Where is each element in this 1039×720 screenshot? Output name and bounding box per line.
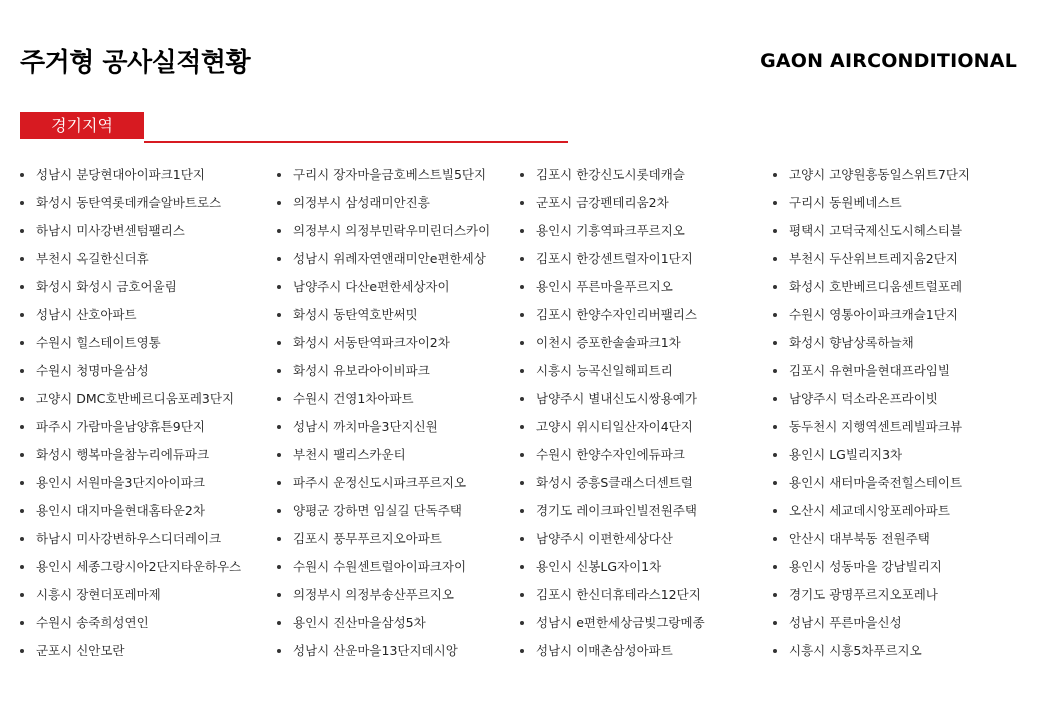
project-list-item: 수원시 힐스테이트영통 <box>20 329 241 357</box>
project-list-item: 김포시 한강센트럴자이1단지 <box>520 245 705 273</box>
project-list-item: 부천시 팰리스카운티 <box>277 441 490 469</box>
project-list-item: 김포시 풍무푸르지오아파트 <box>277 525 490 553</box>
project-list-item: 수원시 한양수자인에듀파크 <box>520 441 705 469</box>
project-list-item: 수원시 수원센트럴아이파크자이 <box>277 553 490 581</box>
project-list-item: 용인시 대지마을현대홈타운2차 <box>20 497 241 525</box>
project-list-item: 성남시 산운마을13단지데시앙 <box>277 637 490 665</box>
project-list-item: 성남시 이매촌삼성아파트 <box>520 637 705 665</box>
project-list-item: 파주시 운정신도시파크푸르지오 <box>277 469 490 497</box>
project-list-item: 경기도 레이크파인빌전원주택 <box>520 497 705 525</box>
project-list-item: 구리시 장자마을금호베스트빌5단지 <box>277 161 490 189</box>
project-list-item: 화성시 화성시 금호어울림 <box>20 273 241 301</box>
project-list-item: 김포시 유현마을현대프라임빌 <box>773 357 970 385</box>
project-list-item: 성남시 푸른마을신성 <box>773 609 970 637</box>
project-list-item: 남양주시 덕소라온프라이빗 <box>773 385 970 413</box>
page-title: 주거형 공사실적현황 <box>20 48 251 78</box>
project-list-item: 부천시 옥길한신더휴 <box>20 245 241 273</box>
project-list-item: 용인시 LG빌리지3차 <box>773 441 970 469</box>
project-list-item: 남양주시 이편한세상다산 <box>520 525 705 553</box>
project-list-item: 수원시 송죽희성연인 <box>20 609 241 637</box>
project-list-item: 용인시 새터마을죽전힐스테이트 <box>773 469 970 497</box>
project-list-item: 파주시 가람마을남양휴튼9단지 <box>20 413 241 441</box>
project-list-item: 화성시 동탄역호반써밋 <box>277 301 490 329</box>
project-list-item: 동두천시 지행역센트레빌파크뷰 <box>773 413 970 441</box>
project-list-item: 용인시 기흥역파크푸르지오 <box>520 217 705 245</box>
project-list-item: 용인시 세종그랑시아2단지타운하우스 <box>20 553 241 581</box>
project-list-item: 성남시 산호아파트 <box>20 301 241 329</box>
project-list-item: 고양시 DMC호반베르디움포레3단지 <box>20 385 241 413</box>
project-list-column-1 <box>20 161 241 665</box>
project-list-item: 양평군 강하면 임실길 단독주택 <box>277 497 490 525</box>
project-list-item: 하남시 미사강변센텀팰리스 <box>20 217 241 245</box>
project-list-item: 군포시 신안모란 <box>20 637 241 665</box>
project-list-item: 수원시 영통아이파크캐슬1단지 <box>773 301 970 329</box>
project-list-item: 화성시 유보라아이비파크 <box>277 357 490 385</box>
project-list-item: 평택시 고덕국제신도시헤스티블 <box>773 217 970 245</box>
project-list-item: 수원시 청명마을삼성 <box>20 357 241 385</box>
project-list-item: 성남시 까치마을3단지신원 <box>277 413 490 441</box>
project-list-item: 오산시 세교데시앙포레아파트 <box>773 497 970 525</box>
project-list-column-4 <box>773 161 970 665</box>
project-list-item: 화성시 호반베르디움센트럴포레 <box>773 273 970 301</box>
project-list-item: 고양시 고양원흥동일스위트7단지 <box>773 161 970 189</box>
project-list-item: 용인시 신봉LG자이1차 <box>520 553 705 581</box>
project-list-item: 화성시 중흥S클래스더센트럴 <box>520 469 705 497</box>
project-list-item: 성남시 e편한세상금빛그랑메종 <box>520 609 705 637</box>
project-list-item: 부천시 두산위브트레지움2단지 <box>773 245 970 273</box>
project-list-column-3 <box>520 161 705 665</box>
project-list-item: 용인시 푸른마을푸르지오 <box>520 273 705 301</box>
project-list-column-2 <box>277 161 490 665</box>
project-list-item: 시흥시 장현더포레마제 <box>20 581 241 609</box>
region-label: 경기지역 <box>20 112 144 139</box>
project-list-item: 용인시 진산마을삼성5차 <box>277 609 490 637</box>
project-list-item: 안산시 대부북동 전원주택 <box>773 525 970 553</box>
project-list-item: 의정부시 의정부송산푸르지오 <box>277 581 490 609</box>
project-list-item: 하남시 미사강변하우스디더레이크 <box>20 525 241 553</box>
project-list-item: 시흥시 능곡신일해피트리 <box>520 357 705 385</box>
region-divider <box>144 141 568 143</box>
project-list-item: 시흥시 시흥5차푸르지오 <box>773 637 970 665</box>
project-list-item: 용인시 성동마을 강남빌리지 <box>773 553 970 581</box>
project-list-item: 용인시 서원마을3단지아이파크 <box>20 469 241 497</box>
project-list-item: 수원시 건영1차아파트 <box>277 385 490 413</box>
project-list-item: 김포시 한양수자인리버팰리스 <box>520 301 705 329</box>
project-list-item: 경기도 광명푸르지오포레나 <box>773 581 970 609</box>
project-list-item: 이천시 증포한솔솔파크1차 <box>520 329 705 357</box>
project-list-item: 남양주시 별내신도시쌍용예가 <box>520 385 705 413</box>
project-list-item: 의정부시 의정부민락우미린더스카이 <box>277 217 490 245</box>
project-list-item: 성남시 위례자연앤래미안e편한세상 <box>277 245 490 273</box>
project-list-item: 화성시 동탄역롯데캐슬알바트로스 <box>20 189 241 217</box>
project-list-item: 성남시 분당현대아이파크1단지 <box>20 161 241 189</box>
project-list-item: 김포시 한강신도시롯데캐슬 <box>520 161 705 189</box>
project-list-item: 고양시 위시티일산자이4단지 <box>520 413 705 441</box>
project-list-item: 의정부시 삼성래미안진흥 <box>277 189 490 217</box>
project-list-item: 구리시 동원베네스트 <box>773 189 970 217</box>
project-list-item: 화성시 서동탄역파크자이2차 <box>277 329 490 357</box>
project-list-item: 군포시 금강펜테리움2차 <box>520 189 705 217</box>
project-list-item: 남양주시 다산e편한세상자이 <box>277 273 490 301</box>
project-list-item: 김포시 한신더휴테라스12단지 <box>520 581 705 609</box>
company-name: GAON AIRCONDITIONAL <box>760 50 1017 72</box>
project-list-item: 화성시 행복마을참누리에듀파크 <box>20 441 241 469</box>
project-list-item: 화성시 향남상록하늘채 <box>773 329 970 357</box>
